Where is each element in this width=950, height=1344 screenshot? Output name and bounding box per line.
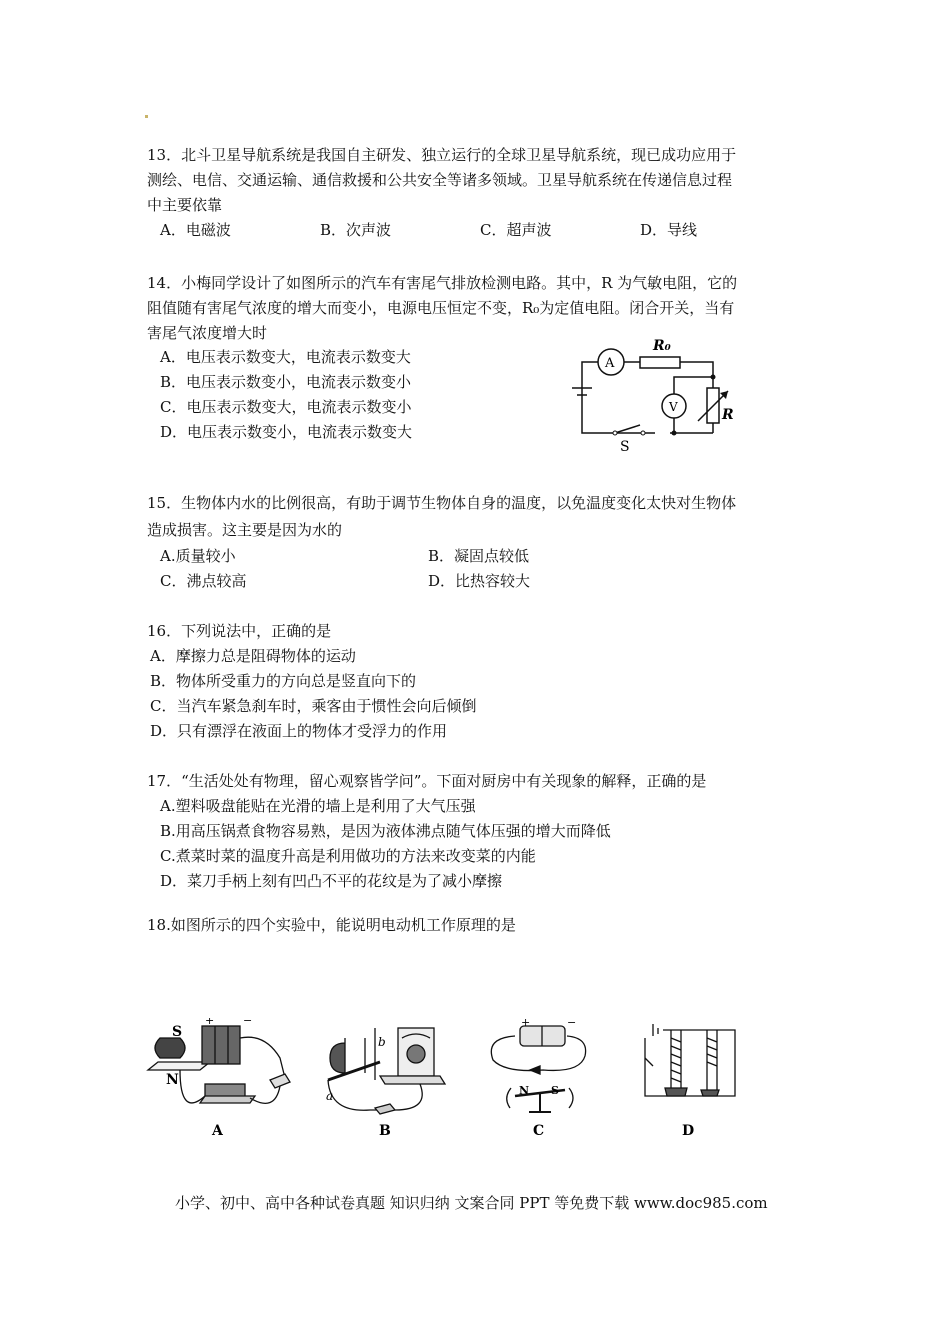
stray-dot	[145, 115, 148, 118]
q14-option-c: C．电压表示数变大，电流表示数变小	[160, 398, 412, 416]
q15-option-b: B．凝固点较低	[428, 547, 530, 565]
q14-line-1: 14．小梅同学设计了如图所示的汽车有害尾气排放检测电路。其中，R 为气敏电阻，它的	[147, 274, 738, 292]
q16-line-1: 16．下列说法中，正确的是	[147, 622, 332, 640]
fig-a-s-label: S	[172, 1024, 183, 1040]
q14-line-2: 阻值随有害尾气浓度的增大而变小，电源电压恒定不变，R₀为定值电阻。闭合开关，当有	[147, 299, 735, 317]
q15-line-1: 15．生物体内水的比例很高，有助于调节生物体自身的温度，以免温度变化太快对生物体	[147, 494, 737, 512]
q17-option-d: D．菜刀手柄上刻有凹凸不平的花纹是为了减小摩擦	[160, 872, 503, 890]
switch-label: S	[620, 439, 630, 455]
fig-b-a-label: a	[326, 1089, 334, 1103]
r-label: R	[722, 407, 734, 423]
q16-option-a: A．摩擦力总是阻碍物体的运动	[150, 647, 356, 665]
q16-option-d: D．只有漂浮在液面上的物体才受浮力的作用	[150, 722, 448, 740]
q18-figure-c	[485, 1018, 600, 1146]
q16-option-b: B．物体所受重力的方向总是竖直向下的	[150, 672, 417, 690]
q14-line-3: 害尾气浓度增大时	[147, 324, 268, 342]
fig-a-caption: A	[212, 1123, 223, 1139]
fig-a-plus: +	[205, 1018, 215, 1027]
q13-line-1: 13．北斗卫星导航系统是我国自主研发、独立运行的全球卫星导航系统，现已成功应用于	[147, 146, 737, 164]
q14-option-b: B．电压表示数变小，电流表示数变小	[160, 373, 412, 391]
q17-line-1: 17．“生活处处有物理，留心观察皆学问”。下面对厨房中有关现象的解释，正确的是	[147, 772, 707, 790]
fig-a-n-label: N	[166, 1072, 179, 1088]
q18-figure-b	[320, 1018, 450, 1146]
q14-option-a: A．电压表示数变大，电流表示数变大	[160, 348, 411, 366]
q18-line-1: 18.如图所示的四个实验中，能说明电动机工作原理的是	[147, 916, 516, 934]
fig-b-caption: B	[379, 1123, 391, 1139]
q15-line-2: 造成损害。这主要是因为水的	[147, 521, 343, 539]
q18-figure-d	[635, 1018, 745, 1146]
fig-b-b-label: b	[378, 1035, 386, 1049]
voltmeter-label: V	[669, 400, 678, 414]
q13-option-a: A．电磁波	[160, 221, 231, 239]
q15-option-d: D．比热容较大	[428, 572, 531, 590]
fig-c-s-label: S	[551, 1084, 559, 1097]
q13-option-c: C．超声波	[480, 221, 552, 239]
q13-line-2: 测绘、电信、交通运输、通信救援和公共安全等诸多领域。卫星导航系统在传递信息过程	[147, 171, 733, 189]
fig-d-caption: D	[682, 1123, 695, 1139]
q17-option-a: A.塑料吸盘能贴在光滑的墙上是利用了大气压强	[160, 797, 476, 815]
q18-figure-a	[140, 1018, 300, 1146]
q14-circuit-diagram	[570, 333, 760, 458]
ammeter-label: A	[605, 356, 615, 371]
q13-option-b: B．次声波	[320, 221, 392, 239]
q13-option-d: D．导线	[640, 221, 698, 239]
fig-c-plus: +	[521, 1018, 531, 1029]
fig-c-minus: −	[567, 1018, 577, 1029]
q15-option-c: C．沸点较高	[160, 572, 247, 590]
q16-option-c: C．当汽车紧急刹车时，乘客由于惯性会向后倾倒	[150, 697, 477, 715]
q15-option-a: A.质量较小	[160, 547, 236, 565]
q17-option-b: B.用高压锅煮食物容易熟，是因为液体沸点随气体压强的增大而降低	[160, 822, 611, 840]
q14-option-d: D．电压表示数变小，电流表示数变大	[160, 423, 413, 441]
fig-c-caption: C	[533, 1123, 545, 1139]
footer-text: 小学、初中、高中各种试卷真题 知识归纳 文案合同 PPT 等免费下载 www.doc985.com	[175, 1194, 768, 1212]
r0-label: R₀	[653, 338, 671, 354]
q17-option-c: C.煮菜时菜的温度升高是利用做功的方法来改变菜的内能	[160, 847, 536, 865]
fig-a-minus: −	[243, 1018, 253, 1027]
q13-line-3: 中主要依靠	[147, 196, 223, 214]
fig-c-n-label: N	[519, 1084, 530, 1097]
